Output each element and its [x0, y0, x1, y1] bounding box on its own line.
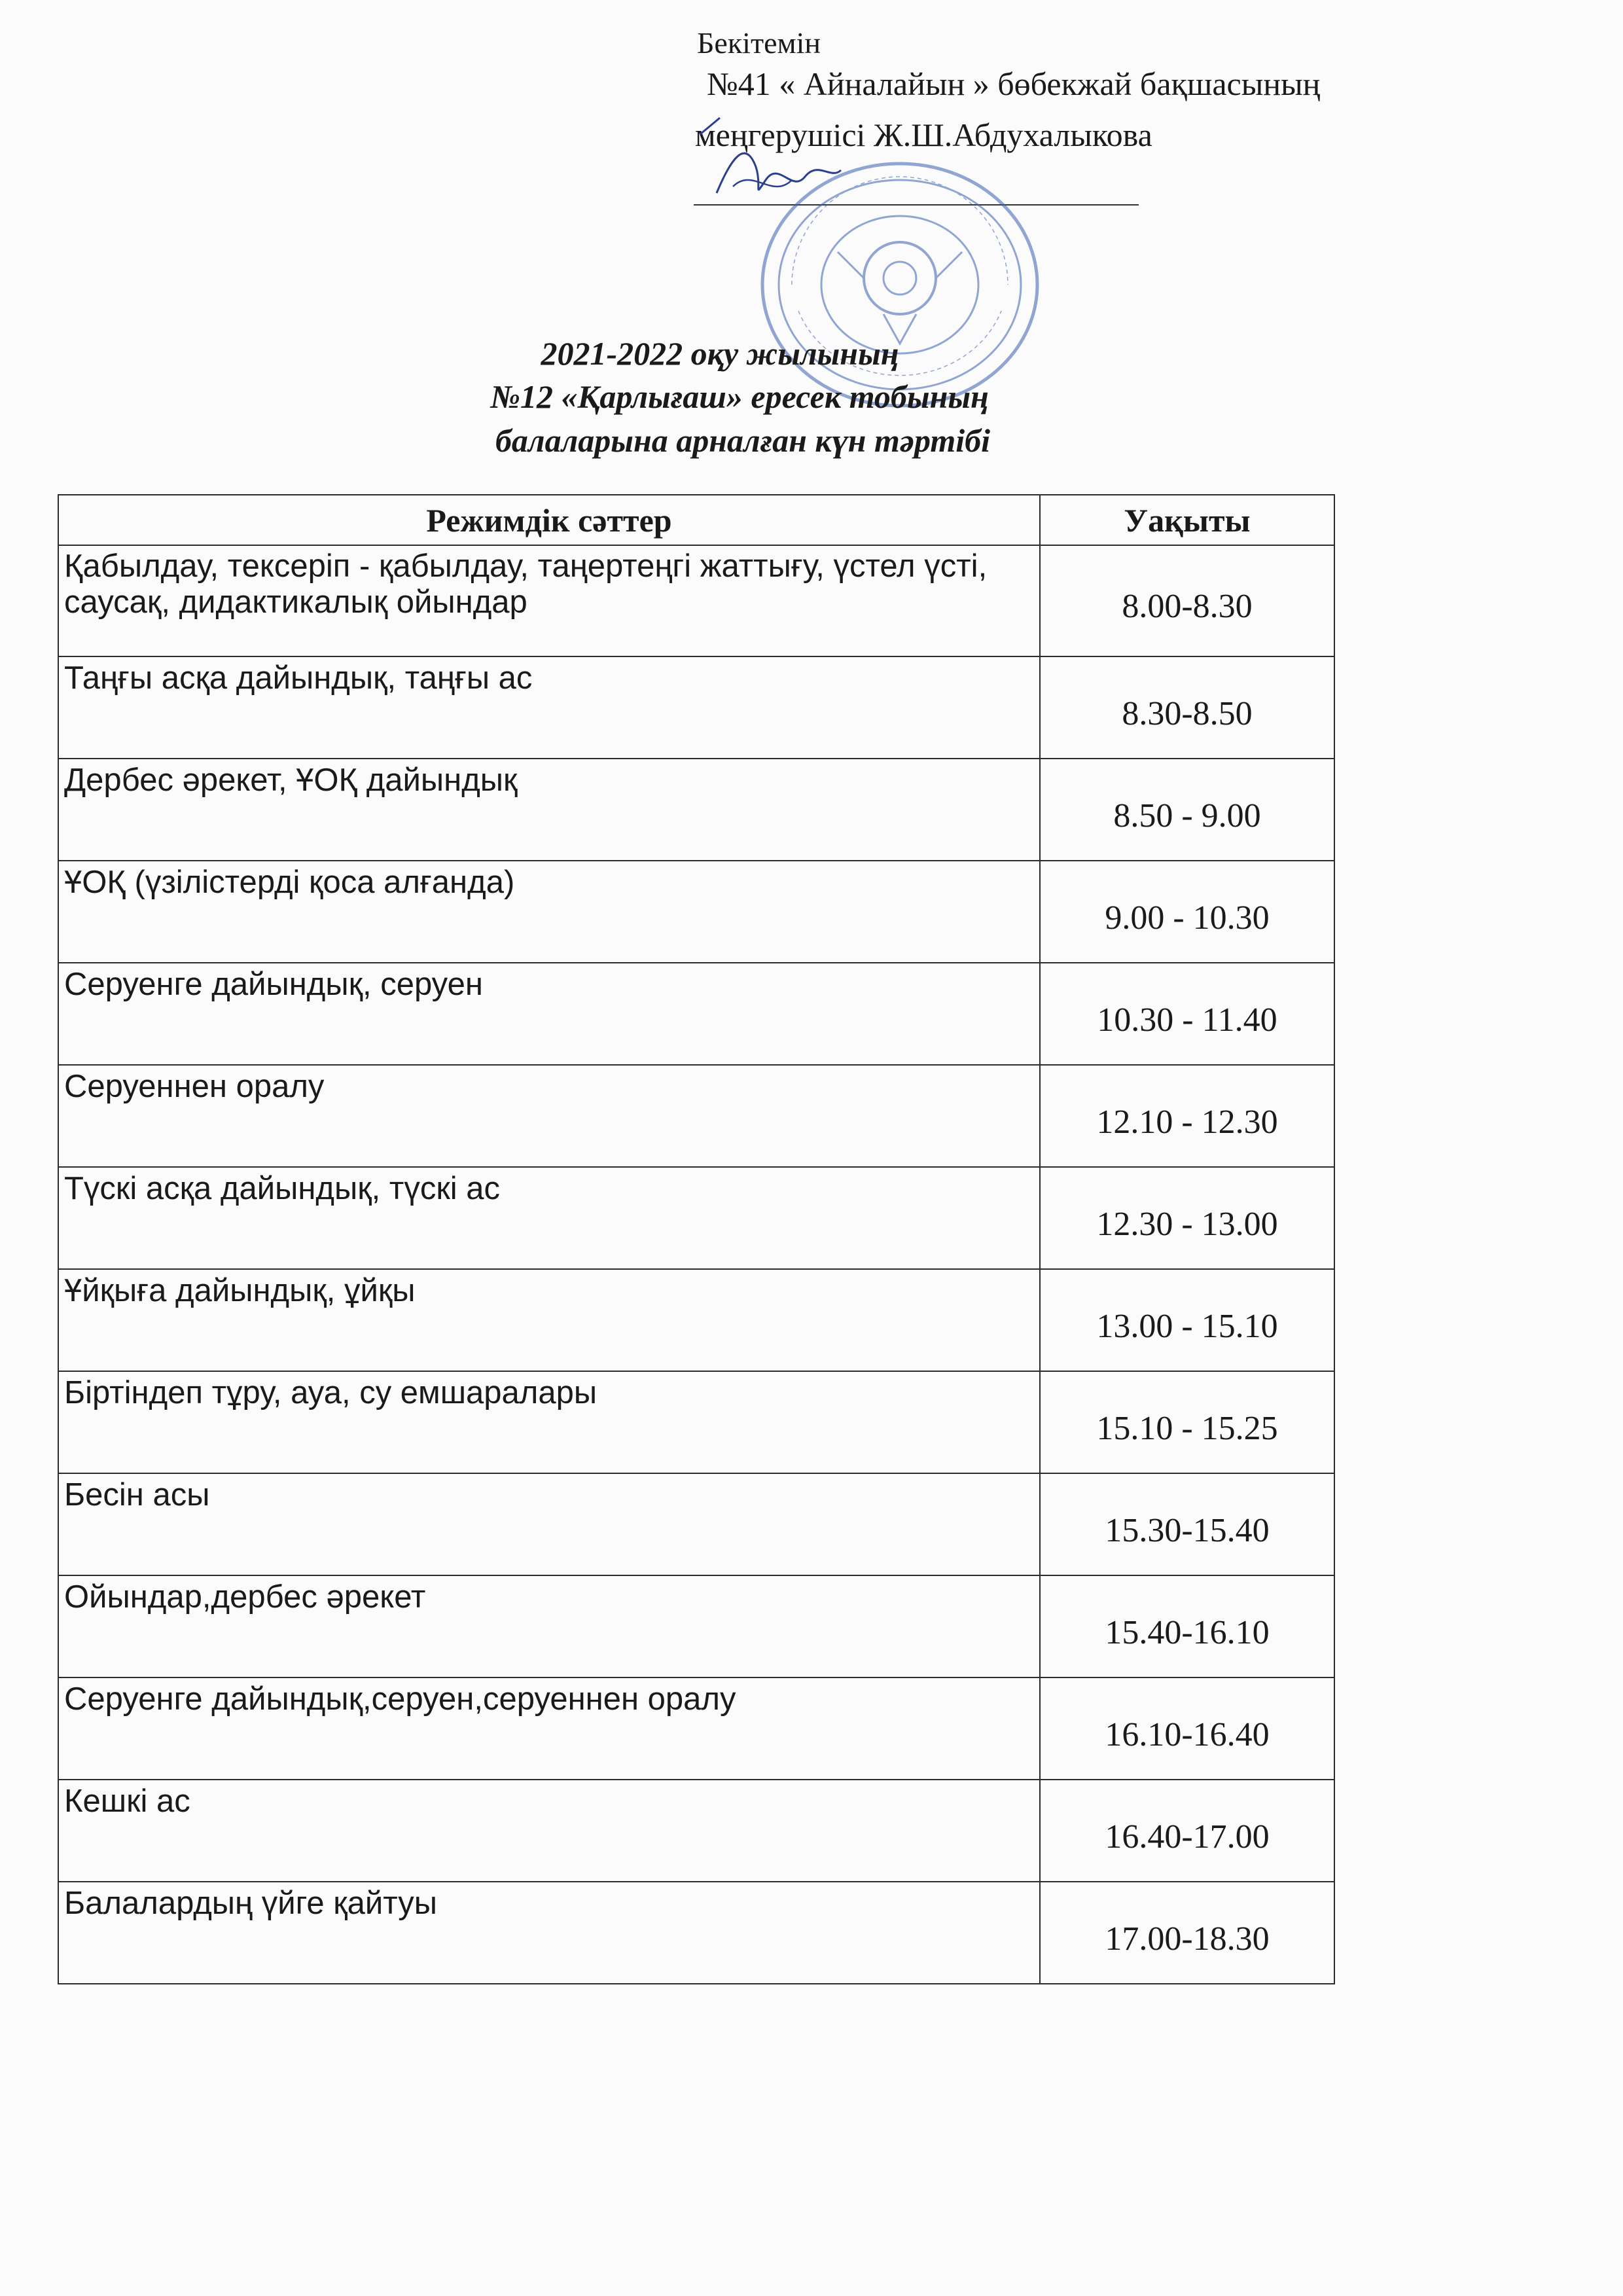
table-row [58, 1371, 1334, 1473]
table-row [58, 861, 1334, 963]
table-header-row [58, 495, 1334, 545]
time-cell: 8.30-8.50 [1040, 656, 1334, 759]
table-row [58, 1677, 1334, 1780]
time-cell: 12.10 - 12.30 [1040, 1065, 1334, 1167]
time-cell: 17.00-18.30 [1040, 1882, 1334, 1984]
daily-schedule-table [58, 494, 1335, 1984]
time-cell: 13.00 - 15.10 [1040, 1269, 1334, 1371]
activity-cell: Бесін асы [58, 1473, 1040, 1575]
time-cell: 8.00-8.30 [1040, 545, 1334, 656]
approval-label: Бекітемін [697, 26, 821, 60]
approval-director: меңгерушісі Ж.Ш.Абдухалыкова [695, 117, 1152, 153]
table-row [58, 1269, 1334, 1371]
approval-institution: №41 « Айналайын » бөбекжай бақшасының [707, 65, 1321, 102]
column-header-activity: Режимдік сәттер [58, 495, 1040, 545]
table-row [58, 1065, 1334, 1167]
activity-cell: Балалардың үйге қайтуы [58, 1882, 1040, 1984]
time-cell: 8.50 - 9.00 [1040, 759, 1334, 861]
time-cell: 16.40-17.00 [1040, 1780, 1334, 1882]
time-cell: 12.30 - 13.00 [1040, 1167, 1334, 1269]
table-row [58, 1882, 1334, 1984]
title-line-1: 2021-2022 оқу жылының [541, 335, 899, 372]
table-row [58, 656, 1334, 759]
time-cell: 15.40-16.10 [1040, 1575, 1334, 1677]
title-line-3: балаларына арналған күн тәртібі [495, 422, 990, 459]
time-cell: 9.00 - 10.30 [1040, 861, 1334, 963]
title-line-2: №12 «Қарлығаш» ересек тобының [490, 378, 989, 415]
activity-cell: Кешкі ас [58, 1780, 1040, 1882]
activity-cell: Серуенге дайындық, серуен [58, 963, 1040, 1065]
time-cell: 15.30-15.40 [1040, 1473, 1334, 1575]
activity-cell: Серуеннен оралу [58, 1065, 1040, 1167]
time-cell: 10.30 - 11.40 [1040, 963, 1334, 1065]
activity-cell: Біртіндеп тұру, ауа, су емшаралары [58, 1371, 1040, 1473]
table-row [58, 1167, 1334, 1269]
activity-cell: Таңғы асқа дайындық, таңғы ас [58, 656, 1040, 759]
table-row [58, 1473, 1334, 1575]
activity-cell: Ойындар,дербес әрекет [58, 1575, 1040, 1677]
activity-cell: Ұйқыға дайындық, ұйқы [58, 1269, 1040, 1371]
table-row [58, 759, 1334, 861]
activity-cell: Дербес әрекет, ҰОҚ дайындық [58, 759, 1040, 861]
official-seal-icon [753, 154, 1047, 416]
table-row [58, 963, 1334, 1065]
time-cell: 16.10-16.40 [1040, 1677, 1334, 1780]
table-row [58, 1780, 1334, 1882]
activity-cell: Серуенге дайындық,серуен,серуеннен оралу [58, 1677, 1040, 1780]
table-row [58, 545, 1334, 656]
activity-cell: Түскі асқа дайындық, түскі ас [58, 1167, 1040, 1269]
table-row [58, 1575, 1334, 1677]
time-cell: 15.10 - 15.25 [1040, 1371, 1334, 1473]
activity-cell: ҰОҚ (үзілістерді қоса алғанда) [58, 861, 1040, 963]
activity-cell: Қабылдау, тексеріп - қабылдау, таңертеңгі жаттығу, үстел үсті, саусақ, дидактикалық ойындар [58, 545, 1040, 656]
column-header-time: Уақыты [1040, 495, 1334, 545]
